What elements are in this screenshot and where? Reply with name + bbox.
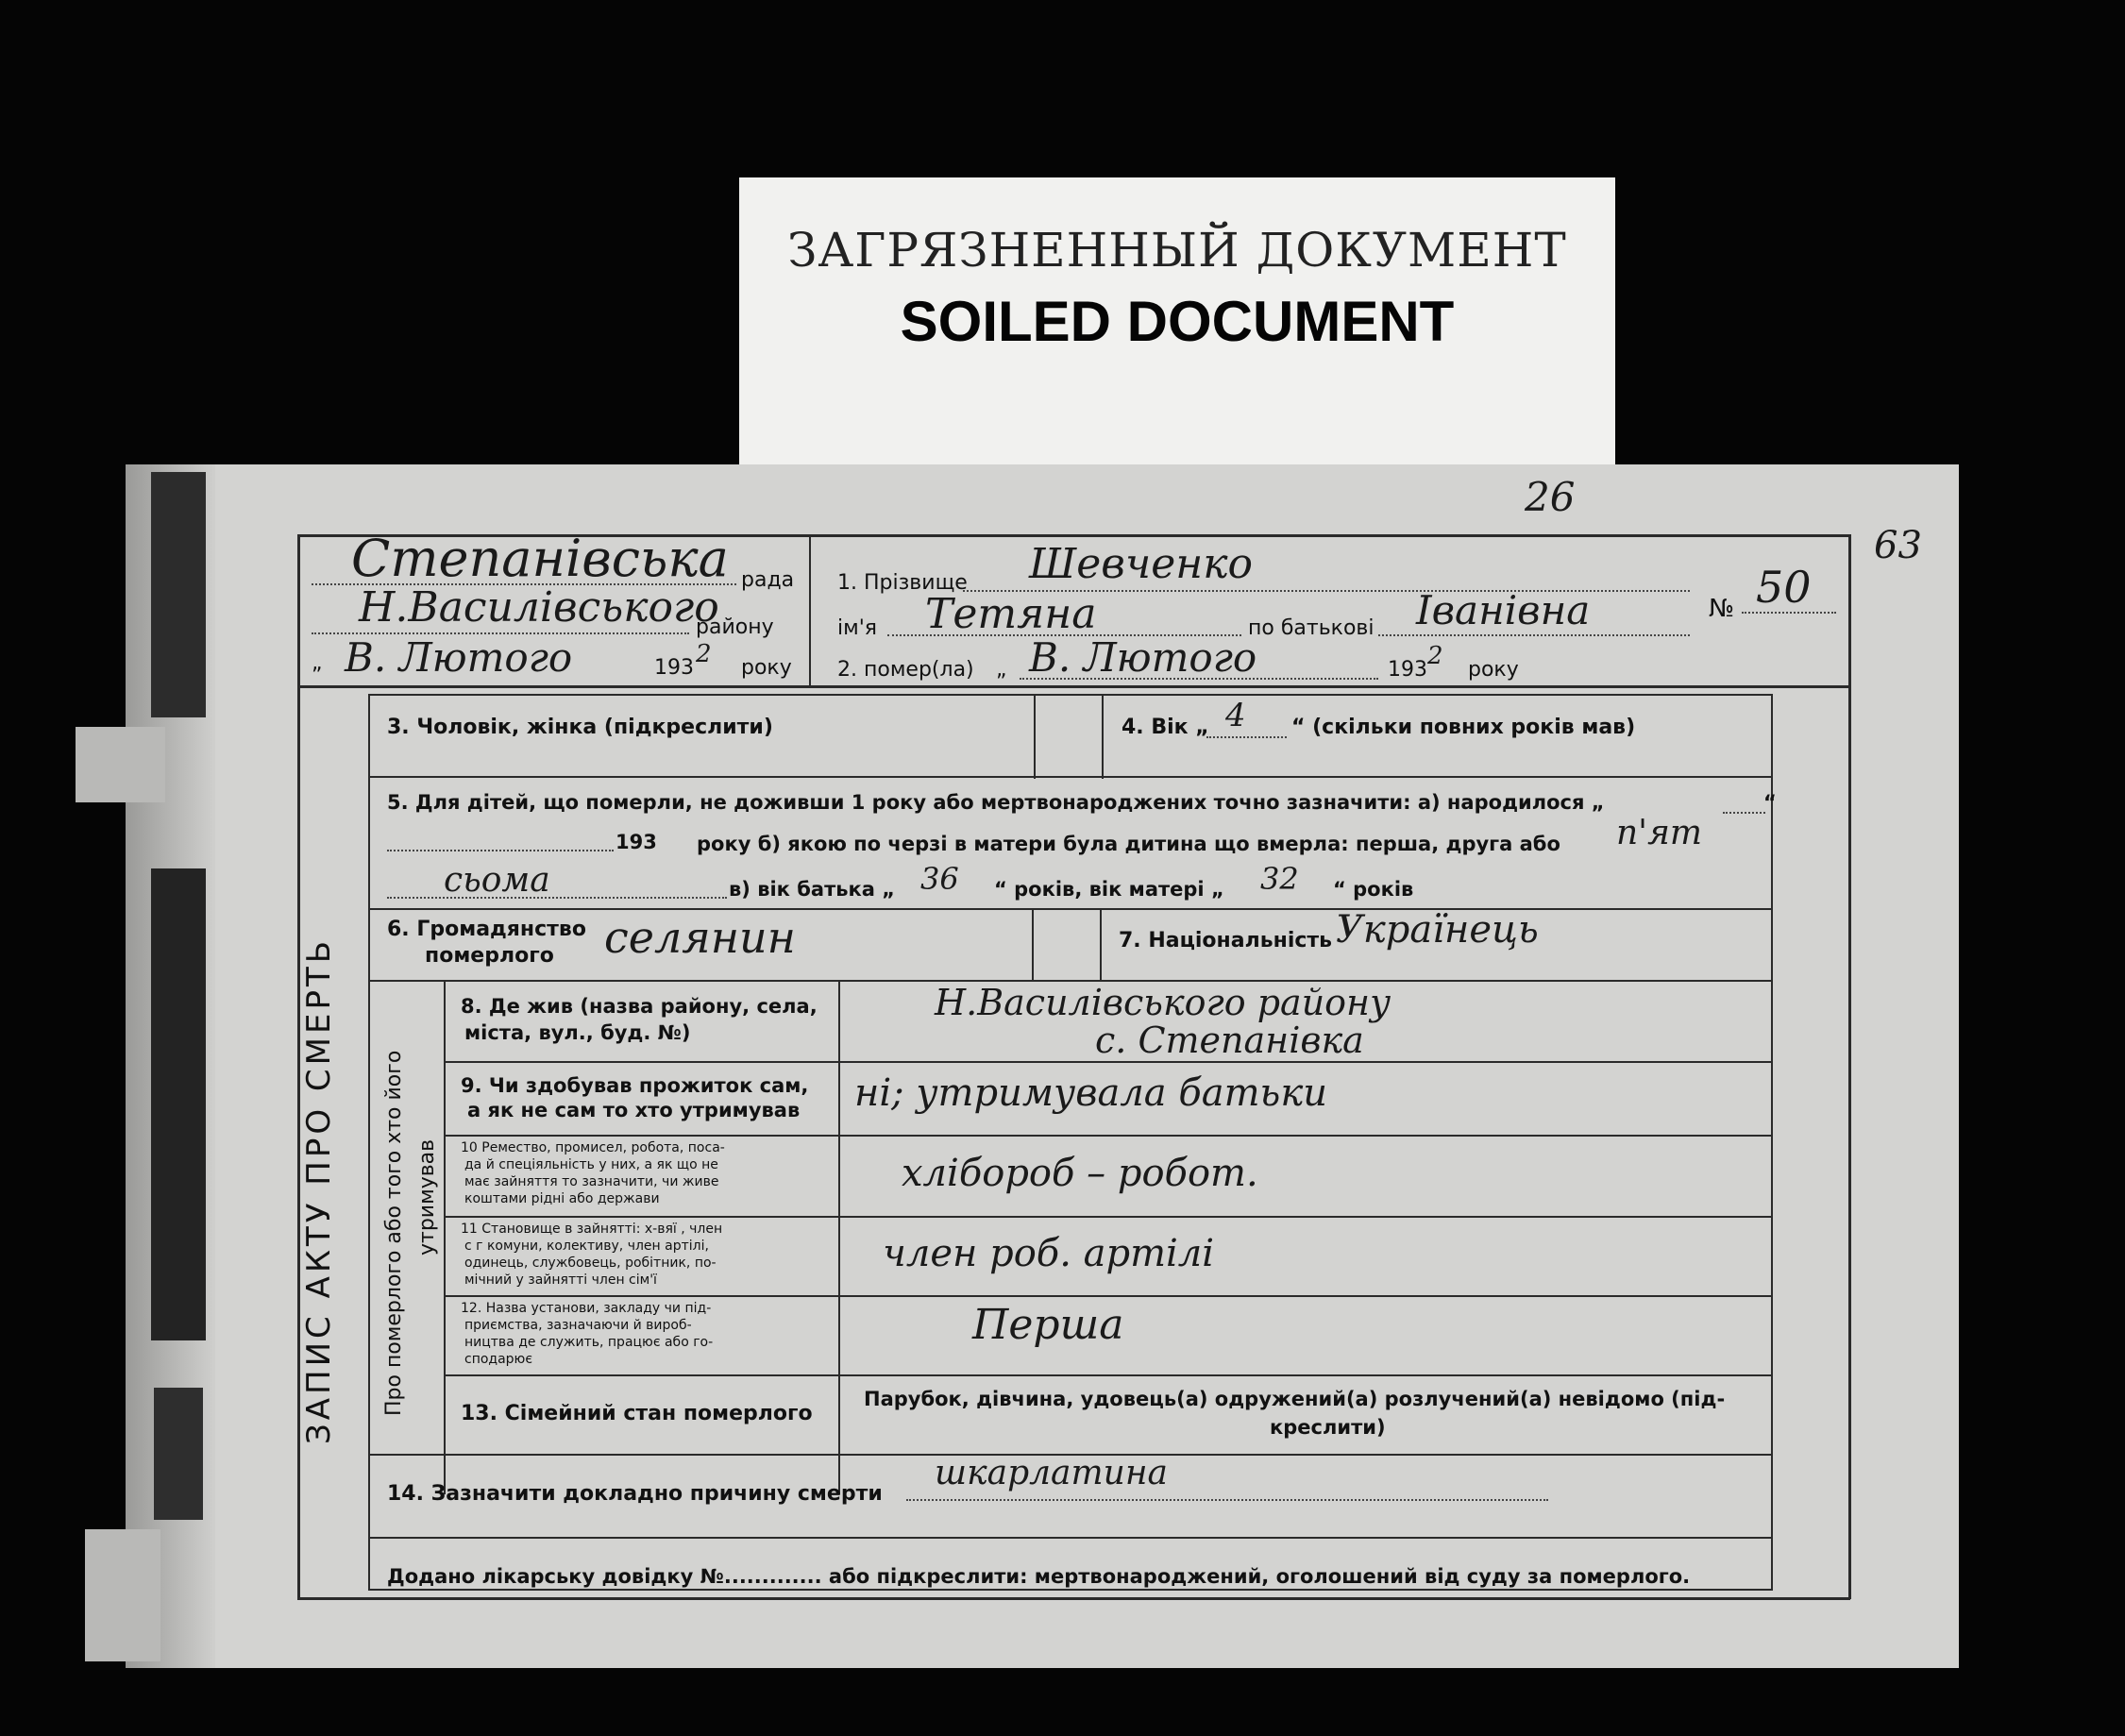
district-handwriting: Н.Василівського xyxy=(359,583,719,632)
date-handwriting: В. Лютого xyxy=(345,634,573,681)
row5-order-handwriting-2: сьома xyxy=(444,861,550,900)
row10-label-3: має зайняття то зазначити, чи живе xyxy=(464,1174,719,1189)
surname-handwriting: Шевченко xyxy=(1029,540,1254,588)
row4-label-b: “ (скільки повних років мав) xyxy=(1291,716,1636,739)
row4-label-a: 4. Вік „ xyxy=(1122,716,1209,739)
age-handwriting: 4 xyxy=(1225,697,1246,734)
row12-label-2: приємства, зазначаючи й вироб- xyxy=(464,1318,692,1333)
row9-label-1: 9. Чи здобував прожиток сам, xyxy=(461,1074,809,1097)
binding-strip-middle xyxy=(151,868,206,1340)
row13-label: 13. Сімейний стан померлого xyxy=(461,1402,813,1425)
died-year-print: 193 xyxy=(1388,658,1427,682)
employment-handwriting: член роб. артілі xyxy=(883,1232,1215,1275)
row5-year: 193 xyxy=(616,831,657,853)
residence-handwriting-2: с. Степанівка xyxy=(1095,1020,1364,1061)
date-open-quote: „ xyxy=(312,651,323,675)
side-subtitle-2: утримував xyxy=(415,1138,439,1256)
died-date-handwriting: В. Лютого xyxy=(1029,634,1257,681)
row3-label: 3. Чоловік, жінка (підкреслити) xyxy=(387,716,773,739)
council-label: рада xyxy=(741,568,795,592)
surname-label: 1. Прізвище xyxy=(837,571,968,595)
torn-corner xyxy=(76,727,165,802)
council-handwriting: Степанівська xyxy=(351,529,729,588)
soiled-label-ru: ЗАГРЯЗНЕННЫЙ ДОКУМЕНТ xyxy=(787,223,1567,278)
side-subtitle-1: Про померлого або того хто його xyxy=(382,1050,406,1416)
died-year-label: року xyxy=(1468,658,1519,682)
row13-text-1: Парубок, дівчина, удовець(а) одружений(а) розлучений(а) невідомо (під- xyxy=(864,1388,1726,1410)
occupation-handwriting: хлібороб – робот. xyxy=(902,1152,1258,1195)
row10-label-1: 10 Ремество, промисел, робота, поса- xyxy=(461,1140,725,1155)
row8-label-1: 8. Де жив (назва району, села, xyxy=(461,995,818,1018)
binding-strip-bottom xyxy=(154,1388,203,1520)
date-year-label: року xyxy=(741,656,792,680)
row12-label-4: сподарює xyxy=(464,1352,533,1367)
residence-handwriting-1: Н.Василівського району xyxy=(935,982,1391,1023)
row8-label-2: міста, вул., буд. №) xyxy=(464,1021,691,1044)
nationality-handwriting: Українець xyxy=(1336,908,1539,952)
name-handwriting: Тетяна xyxy=(925,590,1097,638)
footer-text: Додано лікарську довідку №............. або підкреслити: мертвонароджений, оголошений від суду за померлого. xyxy=(387,1565,1691,1588)
row12-label-3: ництва де служить, працює або го- xyxy=(464,1335,714,1350)
row10-label-4: коштами рідні або держави xyxy=(464,1191,660,1206)
name-label: ім'я xyxy=(837,616,877,640)
margin-note-top: 26 xyxy=(1525,474,1576,520)
date-year-print: 193 xyxy=(654,656,694,680)
patronymic-handwriting: Іванівна xyxy=(1416,587,1591,633)
died-label: 2. помер(ла) xyxy=(837,658,974,682)
row11-label-2: с г комуни, колективу, член артілі, xyxy=(464,1239,709,1254)
district-label: району xyxy=(696,615,774,639)
livelihood-handwriting: ні; утримувала батьки xyxy=(854,1071,1327,1115)
row9-label-2: а як не сам то хто утримував xyxy=(467,1099,801,1121)
patronymic-label: по батькові xyxy=(1248,616,1375,640)
row5-line1-end: “ xyxy=(1763,791,1777,814)
citizenship-handwriting: селянин xyxy=(604,912,796,963)
record-number-handwriting: 50 xyxy=(1756,562,1812,613)
row11-label-3: одинець, службовець, робітник, по- xyxy=(464,1256,717,1271)
side-title: ЗАПИС АКТУ ПРО СМЕРТЬ xyxy=(300,936,338,1444)
row12-label-1: 12. Назва установи, закладу чи під- xyxy=(461,1301,712,1316)
row11-label-1: 11 Становище в зайнятті: х-вяї , член xyxy=(461,1222,723,1237)
row5-line1: 5. Для дітей, що померли, не доживши 1 року або мертвонароджених точно зазначити: а) народилося „ xyxy=(387,791,1605,814)
record-number-label: № xyxy=(1709,595,1735,623)
margin-note-corner: 63 xyxy=(1874,524,1922,567)
torn-corner-bottom xyxy=(85,1529,160,1661)
soiled-label-en: SOILED DOCUMENT xyxy=(900,290,1455,353)
row14-label: 14. Зазначити докладно причину смерти xyxy=(387,1482,883,1506)
row5-line3-c: “ років xyxy=(1333,878,1414,901)
row5-line3: в) вік батька „ xyxy=(729,878,896,901)
row10-label-2: да й спеціяльність у них, а як що не xyxy=(464,1157,718,1172)
workplace-handwriting: Перша xyxy=(972,1301,1124,1349)
died-year-handwriting: 2 xyxy=(1427,642,1443,670)
cause-of-death-handwriting: шкарлатина xyxy=(935,1454,1168,1492)
row6-label-1: 6. Громадянство xyxy=(387,918,586,941)
row13-text-2: креслити) xyxy=(1270,1416,1386,1439)
row5-line2: року б) якою по черзі в матери була дитина що вмерла: перша, друга або xyxy=(697,833,1560,855)
row5-line3-b: “ років, вік матері „ xyxy=(994,878,1224,901)
soiled-document-label xyxy=(739,177,1615,470)
date-year-handwriting: 2 xyxy=(696,640,712,668)
row7-label: 7. Національність xyxy=(1119,929,1333,952)
row11-label-4: мічний у зайнятті член сім'ї xyxy=(464,1273,657,1288)
binding-strip-top xyxy=(151,472,206,717)
row5-order-handwriting: п'ят xyxy=(1616,814,1703,852)
row6-label-2: померлого xyxy=(425,944,554,968)
mother-age-handwriting: 32 xyxy=(1260,861,1299,897)
died-open-quote: „ xyxy=(996,658,1007,682)
father-age-handwriting: 36 xyxy=(920,861,959,897)
